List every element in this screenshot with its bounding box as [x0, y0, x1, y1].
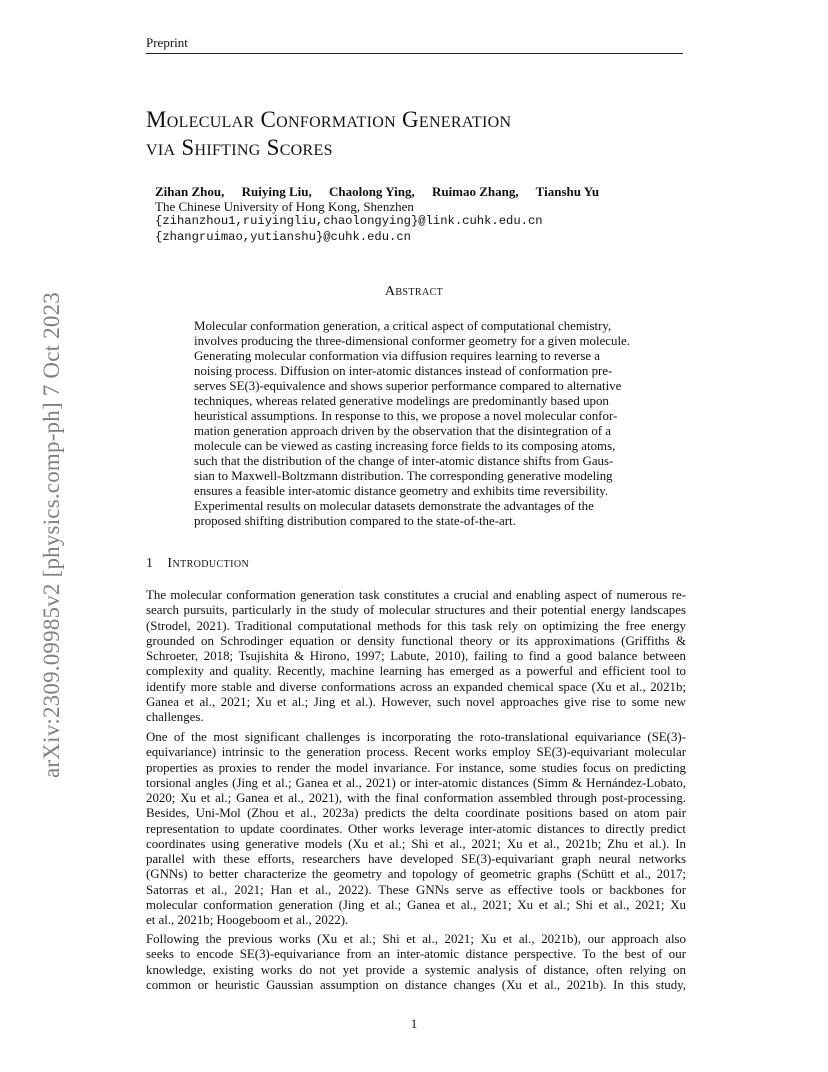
abstract-line: noising process. Diffusion on inter-atomic distances instead of conformation pre-	[194, 364, 613, 378]
abstract-line: ensures a feasible inter-atomic distance geometry and exhibits time reversibility.	[194, 484, 609, 498]
text-line: properties as proxies to render the model invariance. For instance, some studies focus on predicting	[146, 760, 686, 775]
author-name: Chaolong Ying,	[328, 184, 415, 199]
abstract-line: molecule can be viewed as casting increasing force fields to its composing atoms,	[194, 439, 616, 453]
text-line: Satorras et al., 2021; Han et al., 2022). These GNNs serve as effective tools or backbones for	[146, 882, 686, 897]
author-name: Zihan Zhou,	[155, 184, 225, 199]
text-line: identify more stable and diverse conformations across an expanded chemical space (Xu et al., 2021b;	[146, 679, 686, 694]
text-line: One of the most significant challenges is incorporating the roto-translational equivariance (SE(3)-	[146, 730, 686, 744]
text-line: Besides, Uni-Mol (Zhou et al., 2023a) predicts the delta coordinate positions based on atom pair	[146, 806, 686, 821]
text-line: complexity and quality. Recently, machine learning has emerged as a powerful and efficient tool to	[146, 664, 686, 679]
abstract-line: involves producing the three-dimensional conformer geometry for a given molecule.	[194, 334, 630, 348]
text-line: parallel with these efforts, researchers have developed SE(3)-equivariant graph neural networks	[146, 852, 686, 866]
text-line: coordinates using generative models (Xu et al.; Shi et al., 2021; Xu et al., 2021b; Zhu et al.). In	[146, 836, 686, 851]
text-line: (GNNs) to better characterize the geometry and topology of geometric graphs (Schütt et al., 2017;	[146, 867, 686, 882]
abstract-line: such that the distribution of the change of inter-atomic distance shifts from Gaus-	[194, 454, 614, 468]
intro-paragraph-1	[146, 588, 686, 725]
running-header: Preprint	[146, 35, 188, 50]
text-line: 2020; Xu et al.; Ganea et al., 2021), with the final conformation assembled through post-processing.	[146, 791, 686, 805]
text-line: The molecular conformation generation task constitutes a crucial and enabling aspect of numerous re-	[146, 588, 686, 602]
text-line: knowledge, existing works do not yet provide a systemic analysis of distance, often relying on	[146, 962, 686, 977]
text-line: et al., 2021b; Hoogeboom et al., 2022).	[146, 913, 349, 927]
author-name: Ruimao Zhang,	[431, 184, 519, 199]
abstract-line: serves SE(3)-equivalence and shows superior performance compared to alternative	[194, 379, 622, 393]
author-name: Tianshu Yu	[535, 184, 600, 199]
text-line: Ganea et al., 2021; Xu et al.; Jing et al.). However, such novel approaches give rise to some new	[146, 694, 686, 709]
title-line-1: Molecular Conformation Generation	[146, 107, 512, 132]
abstract-line: Generating molecular conformation via diffusion requires learning to reverse a	[194, 349, 601, 363]
abstract-line: Experimental results on molecular datasets demonstrate the advantages of the	[194, 499, 594, 513]
page-number: 1	[410, 1016, 418, 1031]
abstract-line: sian to Maxwell-Boltzmann distribution. The corresponding generative modeling	[194, 469, 613, 483]
text-line: Following the previous works (Xu et al.; Shi et al., 2021; Xu et al., 2021b), our approach also	[146, 932, 686, 946]
author-list	[155, 184, 613, 200]
intro-paragraph-3	[146, 932, 686, 993]
text-line: challenges.	[146, 710, 204, 724]
abstract-heading: Abstract	[384, 284, 444, 299]
abstract-line: Molecular conformation generation, a critical aspect of computational chemistry,	[194, 319, 612, 333]
text-line: (Strodel, 2021). Traditional computational methods for this task rely on optimizing the free energy	[146, 618, 686, 633]
text-line: torsional angles (Jing et al.; Ganea et al., 2021) or inter-atomic distances (Simm & Hernández-Lobato,	[146, 775, 686, 790]
email-line: {zhangruimao,yutianshu}@cuhk.edu.cn	[155, 230, 411, 244]
section-number: 1	[146, 556, 154, 571]
text-line: grounded on Schrodinger equation or density functional theory or its approximations (Griffiths &	[146, 633, 686, 648]
affiliation: The Chinese University of Hong Kong, Shenzhen	[155, 199, 414, 214]
intro-paragraph-2	[146, 730, 686, 928]
paper-title	[146, 106, 686, 162]
text-line: seeks to encode SE(3)-equivariance from an inter-atomic distance perspective. To the best of our	[146, 947, 686, 962]
email-line: {zihanzhou1,ruiyingliu,chaolongying}@link.cuhk.edu.cn	[155, 214, 543, 228]
abstract-line: mation generation approach driven by the observation that the disintegration of a	[194, 424, 612, 438]
text-line: molecular conformation generation (Jing et al.; Ganea et al., 2021; Xu et al.; Shi et al., 2021; Xu	[146, 897, 686, 912]
section-heading	[146, 556, 249, 572]
header-rule	[146, 53, 683, 54]
text-line: equivariance) intrinsic to the generation process. Recent works employ SE(3)-equivariant molecular	[146, 745, 686, 760]
title-line-2: via Shifting Scores	[146, 135, 333, 160]
text-line: common or heuristic Gaussian assumption on distance changes (Xu et al., 2021b). In this study,	[146, 977, 686, 992]
abstract-line: proposed shifting distribution compared to the state-of-the-art.	[194, 514, 516, 528]
author-name: Ruiying Liu,	[241, 184, 312, 199]
text-line: representation to update coordinates. Other works leverage inter-atomic distances to directly predict	[146, 821, 686, 836]
abstract-body	[194, 319, 634, 529]
abstract-line: techniques, whereas related generative modelings are predominantly based upon	[194, 394, 609, 408]
abstract-line: heuristical assumptions. In response to this, we propose a novel molecular confor-	[194, 409, 618, 423]
section-title: Introduction	[167, 556, 250, 571]
text-line: search pursuits, particularly in the study of molecular structures and their potential energy landscapes	[146, 603, 686, 618]
text-line: Schroeter, 2018; Tsujishita & Hirono, 1997; Labute, 2010), failing to find a good balance between	[146, 649, 686, 663]
arxiv-identifier: arXiv:2309.09985v2 [physics.comp-ph] 7 Oct 2023	[39, 292, 64, 778]
